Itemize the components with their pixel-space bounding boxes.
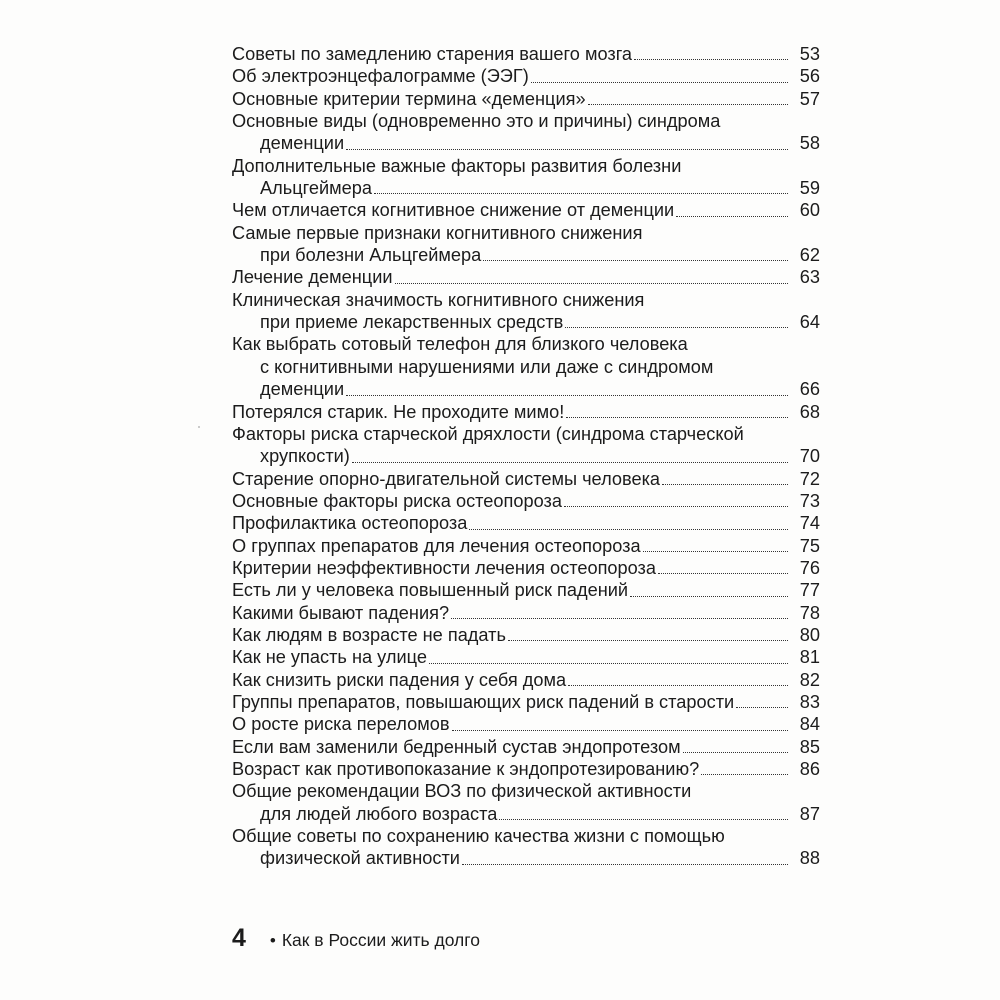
table-of-contents <box>232 43 820 870</box>
toc-title-line <box>232 736 790 758</box>
dot-leader <box>588 104 788 105</box>
toc-title-text: деменции <box>260 133 345 154</box>
dot-leader <box>566 417 788 418</box>
toc-title-line <box>232 646 790 668</box>
paper-speck <box>198 426 200 428</box>
toc-page-number: 57 <box>799 88 820 109</box>
toc-title-line: Самые первые признаки когнитивного снижения <box>232 222 643 243</box>
toc-entry <box>232 43 820 65</box>
toc-title-text: Основные факторы риска остеопороза <box>232 490 562 511</box>
dot-leader <box>564 506 788 507</box>
toc-title-text: при болезни Альцгеймера <box>260 245 482 266</box>
toc-title-text: Лечение деменции <box>232 267 393 288</box>
dot-leader <box>452 730 788 731</box>
toc-title-text: Профилактика остеопороза <box>232 513 468 534</box>
dot-leader <box>346 395 788 396</box>
dot-leader <box>658 573 788 574</box>
toc-page-number: 75 <box>799 535 820 556</box>
toc-entry-title <box>232 88 790 110</box>
toc-page-number: 70 <box>799 446 820 467</box>
toc-page-number: 84 <box>799 714 820 735</box>
dot-leader <box>683 752 788 753</box>
toc-title-line <box>232 691 790 713</box>
toc-title-text: Критерии неэффективности лечения остеопороза <box>232 557 657 578</box>
dot-leader <box>483 260 788 261</box>
toc-title-text: при приеме лекарственных средств <box>260 312 564 333</box>
toc-title-text: Чем отличается когнитивное снижение от деменции <box>232 200 675 221</box>
toc-entry-title <box>232 266 790 288</box>
toc-page-number: 64 <box>799 312 820 333</box>
toc-title-text: Какими бывают падения? <box>232 602 450 623</box>
toc-entry-title <box>232 646 790 668</box>
toc-entry-title <box>232 333 790 400</box>
toc-title-line <box>232 132 790 154</box>
toc-entry <box>232 624 820 646</box>
toc-title-line <box>232 713 790 735</box>
toc-entry-title <box>232 736 790 758</box>
toc-title-line: Общие рекомендации ВОЗ по физической активности <box>232 781 692 802</box>
toc-title-line: Факторы риска старческой дряхлости (синдрома старческой <box>232 423 744 444</box>
toc-title-line: Как выбрать сотовый телефон для близкого человека <box>232 334 688 355</box>
toc-entry <box>232 780 820 825</box>
toc-page-number: 81 <box>799 647 820 668</box>
toc-entry <box>232 333 820 400</box>
toc-title-line <box>232 401 790 423</box>
toc-entry-title <box>232 579 790 601</box>
toc-title-line <box>232 65 790 87</box>
toc-page-number: 87 <box>799 803 820 824</box>
toc-title-line <box>232 758 790 780</box>
dot-leader <box>346 149 788 150</box>
toc-entry <box>232 490 820 512</box>
toc-entry-title <box>232 199 790 221</box>
dot-leader <box>568 685 788 686</box>
toc-title-text: О группах препаратов для лечения остеопороза <box>232 535 641 556</box>
toc-title-line <box>232 445 790 467</box>
toc-entry <box>232 713 820 735</box>
toc-title-text: деменции <box>260 379 345 400</box>
toc-title-text: Группы препаратов, повышающих риск падений в старости <box>232 691 735 712</box>
toc-title-line <box>232 266 790 288</box>
toc-entry <box>232 691 820 713</box>
toc-entry <box>232 110 820 155</box>
toc-page-number: 63 <box>799 267 820 288</box>
toc-title-text: физической активности <box>260 848 460 869</box>
toc-page-number: 83 <box>799 691 820 712</box>
toc-entry-title <box>232 691 790 713</box>
toc-title-line <box>232 468 790 490</box>
footer-bullet: • <box>269 931 276 950</box>
dot-leader <box>462 864 788 865</box>
toc-page-number: 60 <box>799 200 820 221</box>
toc-title-line <box>232 311 790 333</box>
toc-title-text: Как людям в возрасте не падать <box>232 624 506 645</box>
toc-title-text: О росте риска переломов <box>232 714 450 735</box>
toc-entry <box>232 758 820 780</box>
toc-entry-title <box>232 423 790 468</box>
toc-page-number: 76 <box>799 557 820 578</box>
toc-title-line <box>232 43 790 65</box>
toc-entry-title <box>232 155 790 200</box>
toc-entry <box>232 825 820 870</box>
toc-entry <box>232 669 820 691</box>
toc-title-text: для людей любого возраста <box>260 803 498 824</box>
toc-page-number: 72 <box>799 468 820 489</box>
toc-title-line <box>232 244 790 266</box>
dot-leader <box>469 529 788 530</box>
dot-leader <box>565 327 788 328</box>
toc-entry-title <box>232 602 790 624</box>
running-title: Как в России жить долго <box>281 930 480 950</box>
toc-entry <box>232 65 820 87</box>
toc-entry-title <box>232 222 790 267</box>
toc-entry <box>232 289 820 334</box>
toc-page-number: 53 <box>799 44 820 64</box>
toc-entry-title <box>232 624 790 646</box>
toc-page-number: 82 <box>799 669 820 690</box>
toc-entry <box>232 401 820 423</box>
dot-leader <box>374 193 788 194</box>
toc-title-line: Общие советы по сохранению качества жизни с помощью <box>232 826 725 847</box>
toc-title-text: Об электроэнцефалограмме (ЭЭГ) <box>232 66 529 87</box>
toc-page-number: 73 <box>799 490 820 511</box>
dot-leader <box>662 484 788 485</box>
toc-title-line <box>232 88 790 110</box>
toc-title-line <box>232 177 790 199</box>
toc-page-number: 68 <box>799 401 820 422</box>
toc-entry <box>232 512 820 534</box>
toc-entry-title <box>232 289 790 334</box>
dot-leader <box>508 640 788 641</box>
toc-entry <box>232 468 820 490</box>
toc-entry-title <box>232 825 790 870</box>
toc-title-text: Старение опорно-двигательной системы человека <box>232 468 661 489</box>
toc-entry-title <box>232 713 790 735</box>
dot-leader <box>451 618 788 619</box>
toc-entry <box>232 199 820 221</box>
toc-page-number: 85 <box>799 736 820 757</box>
toc-entry-title <box>232 468 790 490</box>
toc-title-line <box>232 579 790 601</box>
page-footer <box>232 924 480 953</box>
toc-entry <box>232 222 820 267</box>
toc-entry-title <box>232 535 790 557</box>
toc-title-text: Возраст как противопоказание к эндопротезированию? <box>232 759 700 779</box>
toc-page-number: 56 <box>799 66 820 87</box>
toc-page-number: 74 <box>799 513 820 534</box>
toc-page-number: 86 <box>799 759 820 779</box>
toc-entry-title <box>232 110 790 155</box>
toc-title-line <box>232 624 790 646</box>
toc-page-number: 88 <box>799 848 820 869</box>
toc-entry-title <box>232 512 790 534</box>
toc-entry <box>232 557 820 579</box>
toc-page-number: 78 <box>799 602 820 623</box>
toc-title-text: Альцгеймера <box>260 178 372 199</box>
toc-page-number: 62 <box>799 245 820 266</box>
toc-title-line <box>232 535 790 557</box>
toc-page-number: 80 <box>799 624 820 645</box>
toc-entry <box>232 579 820 601</box>
toc-entry-title <box>232 401 790 423</box>
toc-entry-title <box>232 758 790 780</box>
dot-leader <box>634 59 788 60</box>
dot-leader <box>643 551 788 552</box>
toc-title-line <box>232 490 790 512</box>
toc-entry-title <box>232 43 790 65</box>
toc-title-text: Как не упасть на улице <box>232 647 427 668</box>
toc-entry <box>232 646 820 668</box>
toc-entry-title <box>232 669 790 691</box>
toc-entry <box>232 423 820 468</box>
toc-title-line: с когнитивными нарушениями или даже с синдромом <box>260 356 714 377</box>
dot-leader <box>736 707 788 708</box>
toc-title-text: Есть ли у человека повышенный риск падений <box>232 580 629 601</box>
toc-title-line <box>232 803 790 825</box>
dot-leader <box>429 663 788 664</box>
dot-leader <box>676 216 788 217</box>
toc-title-line: Основные виды (одновременно это и причины) синдрома <box>232 111 721 132</box>
toc-page-number: 59 <box>799 178 820 199</box>
toc-title-text: Если вам заменили бедренный сустав эндопротезом <box>232 736 681 757</box>
toc-title-line <box>232 557 790 579</box>
toc-title-text: Как снизить риски падения у себя дома <box>232 669 567 690</box>
toc-title-line: Дополнительные важные факторы развития болезни <box>232 155 682 176</box>
toc-title-line <box>232 199 790 221</box>
toc-entry <box>232 88 820 110</box>
toc-entry-title <box>232 557 790 579</box>
toc-entry <box>232 155 820 200</box>
toc-title-line <box>232 602 790 624</box>
toc-title-line <box>232 847 790 869</box>
page-number: 4 <box>232 924 246 952</box>
toc-page-number: 77 <box>799 580 820 601</box>
dot-leader <box>499 819 788 820</box>
toc-entry-title <box>232 490 790 512</box>
toc-title-text: Основные критерии термина «деменция» <box>232 88 586 109</box>
dot-leader <box>395 283 788 284</box>
toc-title-text: Советы по замедлению старения вашего мозга <box>232 44 633 64</box>
toc-entry <box>232 535 820 557</box>
toc-entry <box>232 602 820 624</box>
dot-leader <box>630 596 788 597</box>
dot-leader <box>352 462 788 463</box>
toc-entry-title <box>232 65 790 87</box>
toc-page-number: 58 <box>799 133 820 154</box>
dot-leader <box>531 82 788 83</box>
toc-title-text: хрупкости) <box>260 446 350 467</box>
toc-title-line: Клиническая значимость когнитивного снижения <box>232 289 645 310</box>
toc-title-line <box>232 669 790 691</box>
toc-page-number: 66 <box>799 379 820 400</box>
toc-entry <box>232 266 820 288</box>
toc-entry-title <box>232 780 790 825</box>
toc-title-text: Потерялся старик. Не проходите мимо! <box>232 401 565 422</box>
toc-entry <box>232 736 820 758</box>
toc-title-line <box>232 512 790 534</box>
dot-leader <box>701 774 788 775</box>
toc-title-line <box>232 378 790 400</box>
